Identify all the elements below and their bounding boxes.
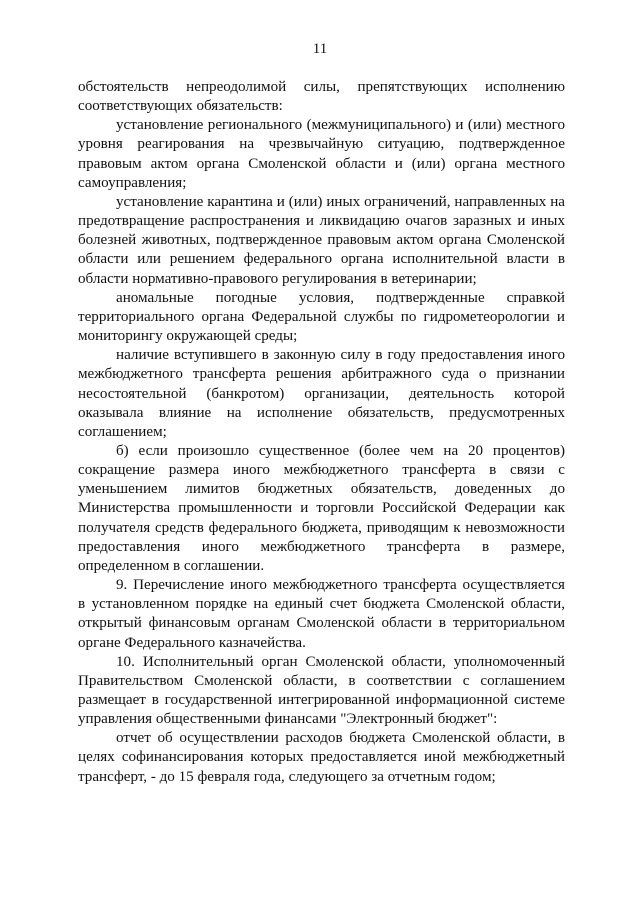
paragraph-item-9: 9. Перечисление иного межбюджетного трансферта осуществляется в установленном порядке на единый счет бюджета Смоленской области, открытый финансовым органам Смоленской области в территориальном органе Федерального казначейства. (78, 577, 565, 651)
paragraph-quarantine: установление карантина и (или) иных ограничений, направленных на предотвращение распространения и ликвидацию очагов заразных и иных болезней животных, подтвержденное правовым актом органа Смоленской области или решением федерального органа исполнительной власти в области нормативно-правового регулирования в ветеринарии; (78, 193, 565, 287)
paragraph-force-majeure-continuation: обстоятельств непреодолимой силы, препятствующих исполнению соответствующих обязательств: (78, 79, 565, 115)
paragraph-item-10: 10. Исполнительный орган Смоленской области, уполномоченный Правительством Смоленской области, в соответствии с соглашением размещает в государственной интегрированной информационной системе управления общественными финансами "Электронный бюджет": (78, 653, 565, 728)
paragraph-expense-report: отчет об осуществлении расходов бюджета Смоленской области, в целях софинансирования которых предоставляется иной межбюджетный трансферт, - до 15 февраля года, следующего за отчетным годом; (78, 730, 565, 785)
paragraph-bankruptcy: наличие вступившего в законную силу в году предоставления иного межбюджетного трансферта решения арбитражного суда о признании несостоятельной (банкротом) организации, деятельность которой оказывала влияние на исполнение обязательств, предусмотренных соглашением; (78, 347, 565, 440)
paragraph-emergency-response: установление регионального (межмуниципального) и (или) местного уровня реагирования на чрезвычайную ситуацию, подтвержденное правовым актом органа Смоленской области и (или) органа местного самоуправления; (78, 117, 565, 191)
paragraph-transfer-reduction: б) если произошло существенное (более чем на 20 процентов) сокращение размера иного межбюджетного трансферта в связи с уменьшением лимитов бюджетных обязательств, доведенных до Министерства промышленности и торговли Российской Федерации как получателя средств федерального бюджета, приводящим к невозможности предоставления иного межбюджетного трансферта в размере, определенном в соглашении. (78, 442, 565, 574)
paragraph-weather-conditions: аномальные погодные условия, подтвержденные справкой территориального органа Федеральной службы по гидрометеорологии и мониторингу окружающей среды; (78, 289, 565, 345)
page-number: 11 (312, 41, 328, 57)
body-text (78, 78, 565, 787)
